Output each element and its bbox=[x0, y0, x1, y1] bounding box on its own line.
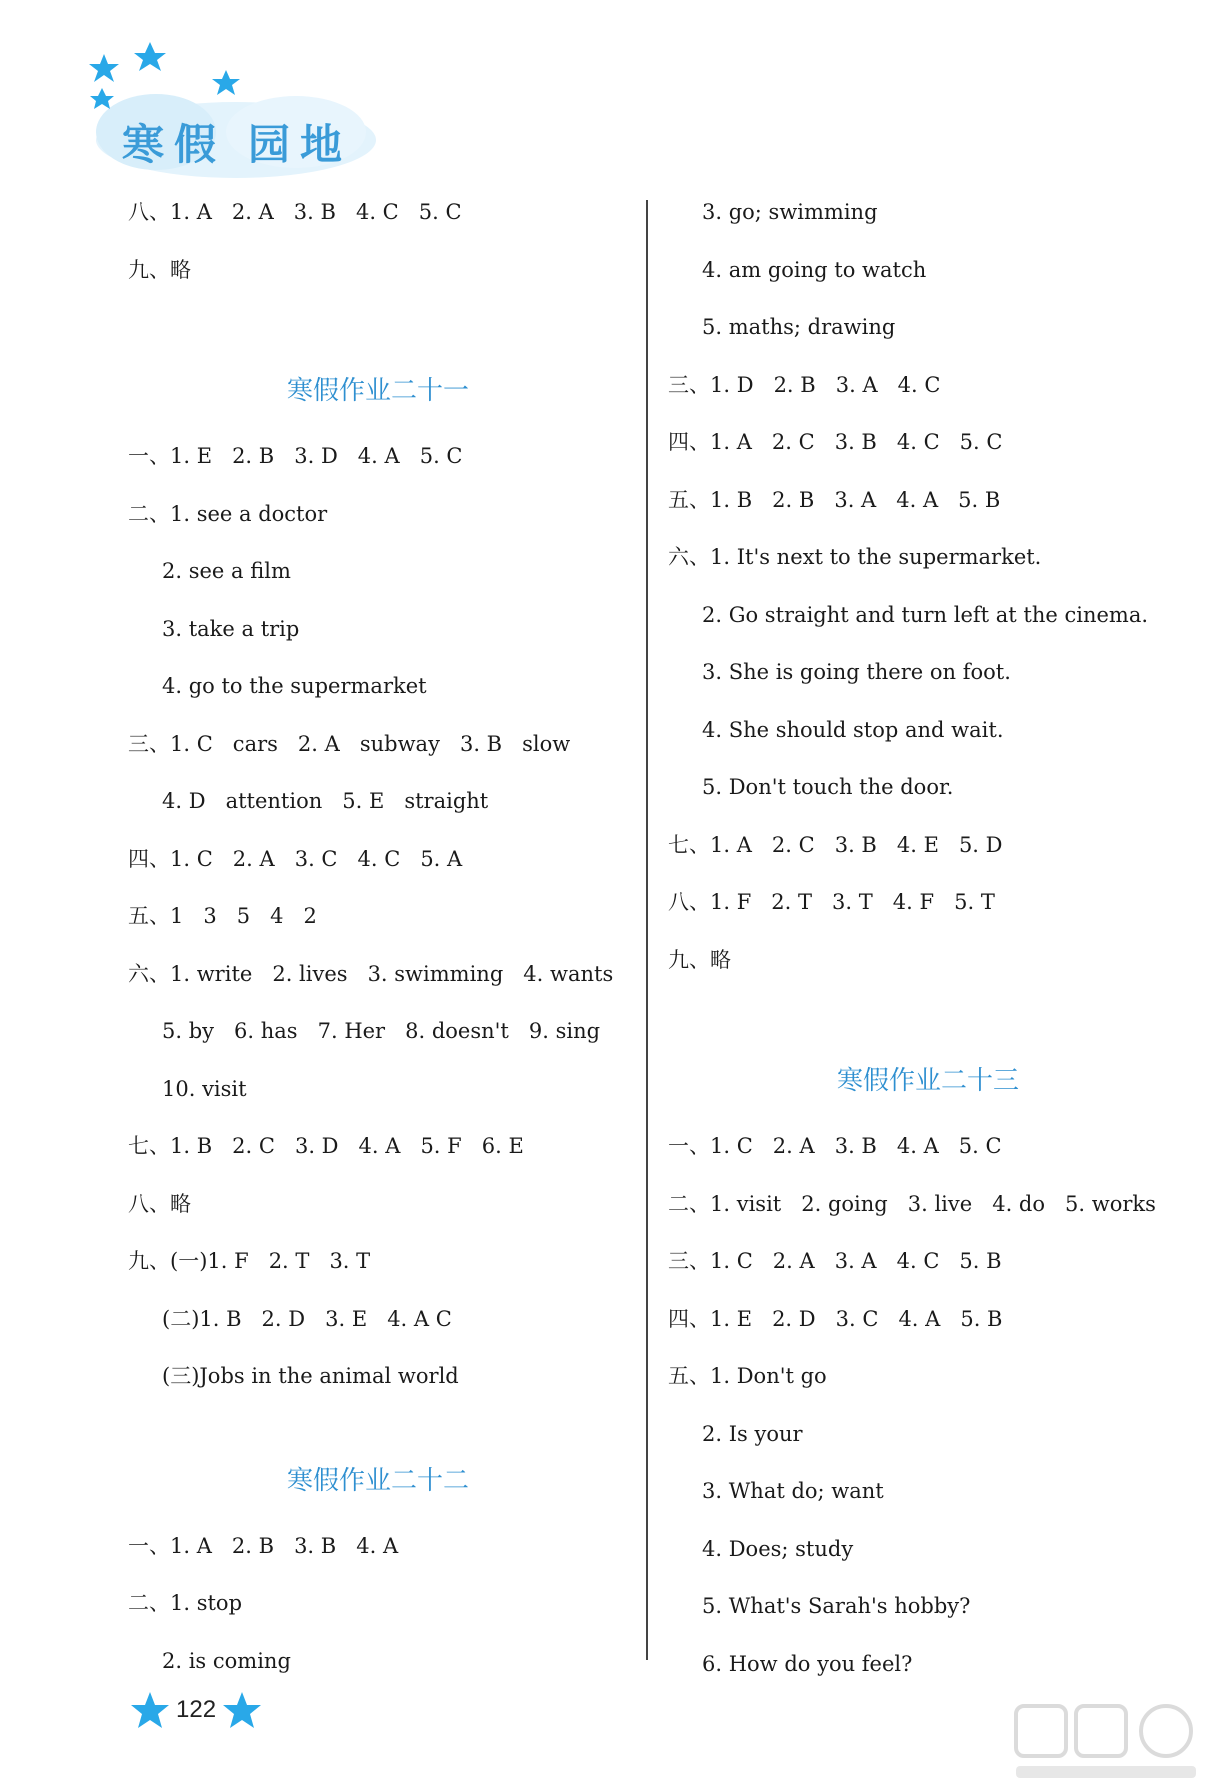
answer-line: 5. Don't touch the door. bbox=[702, 775, 954, 799]
star-icon bbox=[90, 88, 114, 109]
column-divider bbox=[646, 200, 648, 1660]
left-answer-column bbox=[128, 184, 628, 1690]
answer-line: 5. by 6. has 7. Her 8. doesn't 9. sing bbox=[162, 1019, 601, 1043]
star-icon bbox=[134, 42, 166, 71]
answer-line: 八、1. A 2. A 3. B 4. C 5. C bbox=[128, 200, 462, 224]
answer-line: 二、1. visit 2. going 3. live 4. do 5. works bbox=[668, 1191, 1156, 1216]
star-icon bbox=[130, 1690, 170, 1730]
section-title: 寒假作业二十二 bbox=[286, 1465, 469, 1496]
answer-line: 五、1 3 5 4 2 bbox=[128, 904, 317, 928]
section-title: 寒假作业二十一 bbox=[286, 376, 469, 406]
answer-line: 3. take a trip bbox=[162, 616, 300, 641]
answer-line: 五、1. Don't go bbox=[668, 1364, 827, 1388]
answer-line: 二、1. stop bbox=[128, 1591, 243, 1615]
answer-line: 2. is coming bbox=[162, 1648, 291, 1673]
answer-line: 一、1. C 2. A 3. B 4. A 5. C bbox=[668, 1134, 1002, 1158]
answer-line: 4. go to the supermarket bbox=[162, 674, 427, 698]
page-number bbox=[130, 1688, 262, 1732]
answer-line: 三、1. C cars 2. A subway 3. B slow bbox=[128, 731, 571, 756]
answer-line: 3. go; swimming bbox=[702, 200, 878, 224]
star-icon bbox=[212, 70, 240, 95]
answer-line: (三)Jobs in the animal world bbox=[162, 1364, 459, 1388]
answer-line: 七、1. B 2. C 3. D 4. A 5. F 6. E bbox=[128, 1134, 524, 1158]
answer-line: 四、1. E 2. D 3. C 4. A 5. B bbox=[668, 1306, 1003, 1331]
answer-line: 10. visit bbox=[162, 1076, 247, 1101]
answer-line: 一、1. E 2. B 3. D 4. A 5. C bbox=[128, 444, 463, 468]
logo-char: 地 bbox=[300, 120, 345, 169]
answer-line: 2. see a film bbox=[162, 559, 291, 583]
answer-line: 六、1. It's next to the supermarket. bbox=[668, 545, 1042, 569]
answer-line: 二、1. see a doctor bbox=[128, 501, 328, 526]
answer-line: 五、1. B 2. B 3. A 4. A 5. B bbox=[668, 487, 1001, 512]
answer-line: 八、略 bbox=[128, 1191, 191, 1216]
logo-char: 园 bbox=[248, 120, 293, 169]
logo-char: 寒 bbox=[122, 120, 167, 169]
answer-line: (二)1. B 2. D 3. E 4. A C bbox=[162, 1306, 452, 1331]
answer-line: 4. Does; study bbox=[702, 1536, 854, 1561]
answer-line: 5. What's Sarah's hobby? bbox=[702, 1594, 971, 1618]
answer-line: 2. Is your bbox=[702, 1421, 803, 1446]
answer-line: 九、(一)1. F 2. T 3. T bbox=[128, 1249, 371, 1273]
answer-line: 4. She should stop and wait. bbox=[702, 717, 1004, 742]
answer-line: 六、1. write 2. lives 3. swimming 4. wants bbox=[128, 961, 614, 986]
answer-line: 七、1. A 2. C 3. B 4. E 5. D bbox=[668, 832, 1003, 857]
star-icon bbox=[89, 54, 119, 82]
right-answer-column bbox=[668, 184, 1188, 1693]
star-icon bbox=[222, 1690, 262, 1730]
answer-line: 4. D attention 5. E straight bbox=[162, 789, 489, 813]
answer-line: 2. Go straight and turn left at the cinema. bbox=[702, 602, 1149, 627]
page-number-text: 122 bbox=[176, 1696, 217, 1723]
answer-line: 四、1. C 2. A 3. C 4. C 5. A bbox=[128, 846, 463, 871]
answer-line: 三、1. C 2. A 3. A 4. C 5. B bbox=[668, 1249, 1002, 1273]
answer-line: 一、1. A 2. B 3. B 4. A bbox=[128, 1533, 399, 1558]
answer-line: 四、1. A 2. C 3. B 4. C 5. C bbox=[668, 430, 1003, 454]
answer-line: 5. maths; drawing bbox=[702, 315, 896, 339]
logo-char: 假 bbox=[174, 120, 219, 169]
answer-line: 三、1. D 2. B 3. A 4. C bbox=[668, 372, 941, 397]
answer-line: 4. am going to watch bbox=[702, 257, 927, 282]
answer-line: 3. She is going there on foot. bbox=[702, 660, 1011, 684]
answer-line: 八、1. F 2. T 3. T 4. F 5. T bbox=[668, 890, 995, 914]
watermark-logo bbox=[1006, 1696, 1206, 1786]
answer-line: 6. How do you feel? bbox=[702, 1651, 913, 1676]
answer-line: 九、略 bbox=[128, 257, 191, 282]
answer-line: 3. What do; want bbox=[702, 1479, 884, 1503]
header-logo bbox=[86, 40, 386, 190]
section-title: 寒假作业二十三 bbox=[836, 1066, 1019, 1096]
answer-line: 九、略 bbox=[668, 947, 731, 972]
